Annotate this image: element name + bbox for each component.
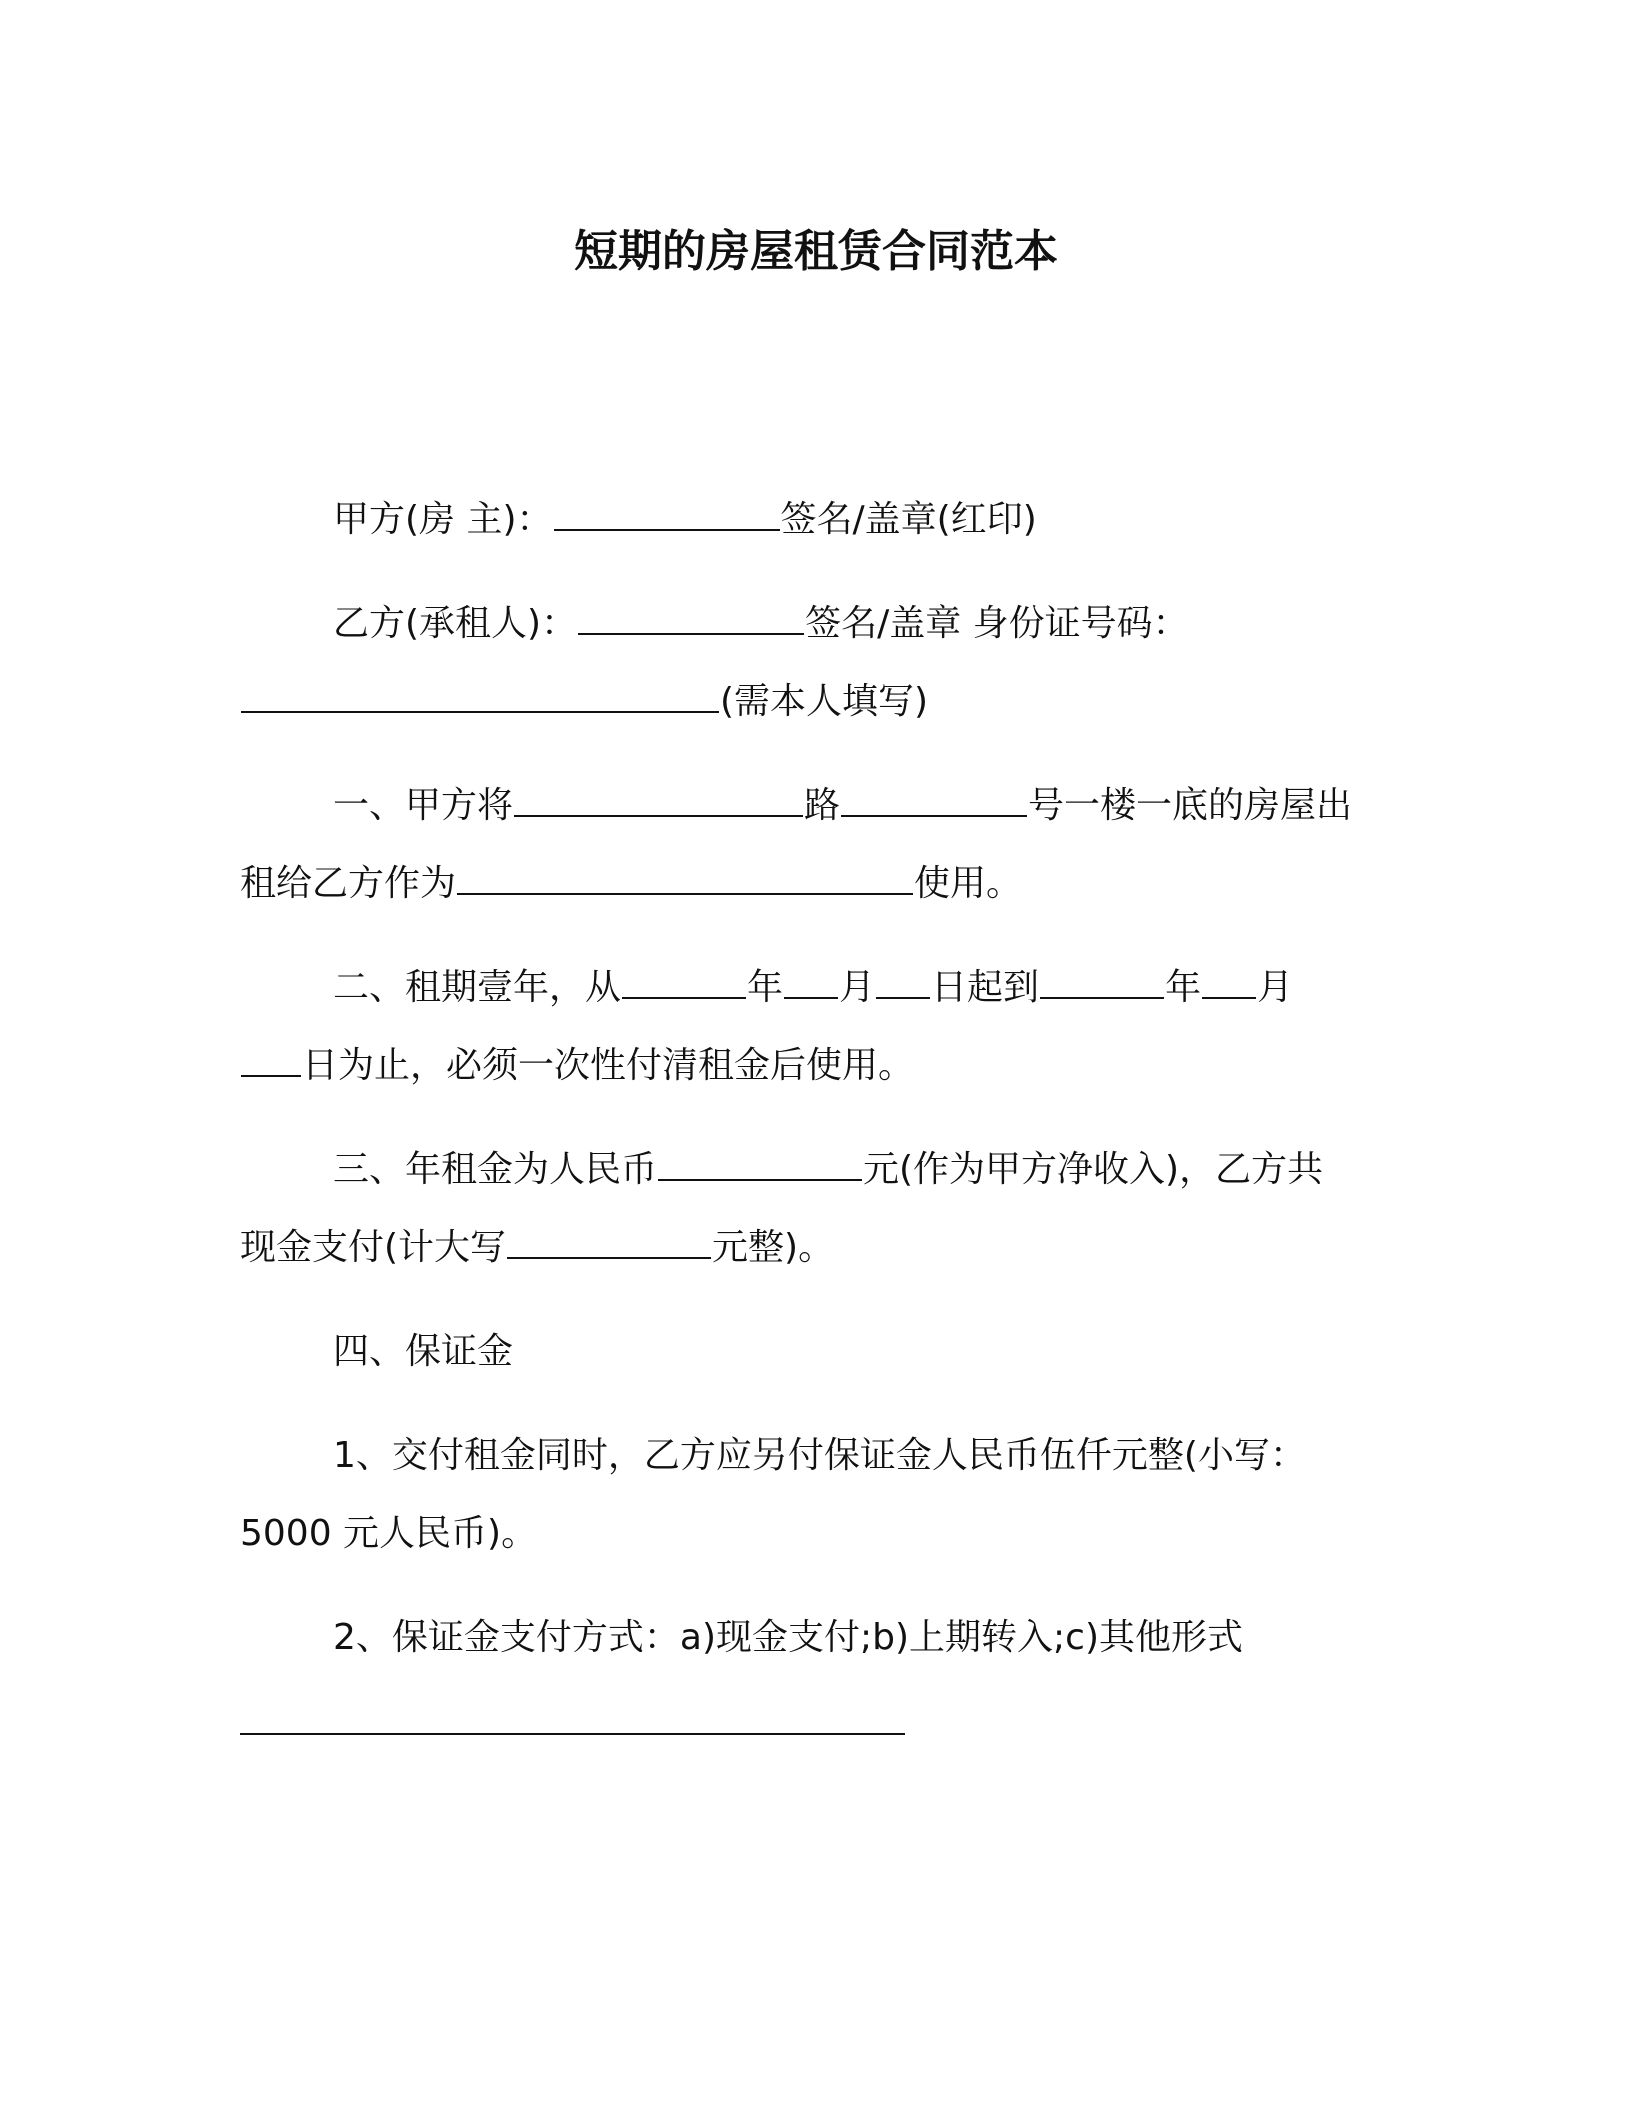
clause-4-item-2: 2、保证金支付方式：a)现金支付;b)上期转入;c)其他形式 xyxy=(333,1617,1244,1658)
party-a-label: 甲方(房 主)： xyxy=(333,499,553,540)
clause-2-line2-suffix: 日为止，必须一次性付清租金后使用。 xyxy=(302,1045,915,1086)
clause-2-end-day-blank xyxy=(241,1041,301,1077)
clause-1-road: 路 xyxy=(804,785,841,826)
clause-2-line-2 xyxy=(240,1040,914,1092)
clause-2-start-month-blank xyxy=(784,963,838,999)
party-b-middle: 签名/盖章 身份证号码： xyxy=(805,603,1189,644)
clause-4-heading: 四、保证金 xyxy=(333,1331,514,1372)
clause-3-line-2 xyxy=(240,1222,834,1274)
clause-2-start-day-blank xyxy=(876,963,930,999)
clause-1-usage-blank xyxy=(457,859,913,895)
party-a-line xyxy=(333,494,1037,546)
party-a-suffix: 签名/盖章(红印) xyxy=(780,499,1037,540)
clause-2-year: 年 xyxy=(747,967,784,1008)
clause-3-middle: 元(作为甲方净收入)，乙方共 xyxy=(863,1149,1324,1190)
clause-1-rest: 号一楼一底的房屋出 xyxy=(1028,785,1353,826)
clause-1-line-1 xyxy=(333,780,1352,832)
clause-2-end-year-blank xyxy=(1040,963,1164,999)
party-a-signature-blank xyxy=(554,495,780,531)
clause-2-year2: 年 xyxy=(1165,967,1202,1008)
clause-3-line2-prefix: 现金支付(计大写 xyxy=(240,1227,507,1268)
clause-3-prefix: 三、年租金为人民币 xyxy=(333,1149,658,1190)
clause-1-road-blank xyxy=(514,781,803,817)
clause-1-line2-suffix: 使用。 xyxy=(914,863,1023,904)
clause-2-prefix: 二、租期壹年，从 xyxy=(333,967,622,1008)
clause-2-month2: 月 xyxy=(1257,967,1294,1008)
document-title: 短期的房屋租赁合同范本 xyxy=(574,226,1058,277)
clause-4-item-1-line-2: 5000 元人民币)。 xyxy=(240,1513,538,1554)
clause-3-capital-amount-blank xyxy=(507,1223,711,1259)
clause-2-day-to: 日起到 xyxy=(931,967,1040,1008)
clause-3-line2-suffix: 元整)。 xyxy=(712,1227,835,1268)
party-b-id-line xyxy=(240,676,928,728)
party-b-line xyxy=(333,598,1189,650)
clause-1-line2-prefix: 租给乙方作为 xyxy=(240,863,457,904)
party-b-note: (需本人填写) xyxy=(720,681,929,722)
clause-4-item-1-line-1: 1、交付租金同时，乙方应另付保证金人民币伍仟元整(小写： xyxy=(333,1435,1306,1476)
clause-2-start-year-blank xyxy=(622,963,746,999)
clause-3-line-1 xyxy=(333,1144,1323,1196)
clause-1-line-2 xyxy=(240,858,1022,910)
clause-2-month: 月 xyxy=(839,967,876,1008)
clause-2-end-month-blank xyxy=(1202,963,1256,999)
clause-4-other-form-blank xyxy=(240,1733,905,1735)
party-b-id-blank xyxy=(241,677,719,713)
clause-3-amount-blank xyxy=(658,1145,862,1181)
party-b-signature-blank xyxy=(578,599,804,635)
party-b-label: 乙方(承租人)： xyxy=(333,603,578,644)
clause-1-prefix: 一、甲方将 xyxy=(333,785,514,826)
clause-2-line-1 xyxy=(333,962,1293,1014)
clause-1-number-blank xyxy=(841,781,1027,817)
